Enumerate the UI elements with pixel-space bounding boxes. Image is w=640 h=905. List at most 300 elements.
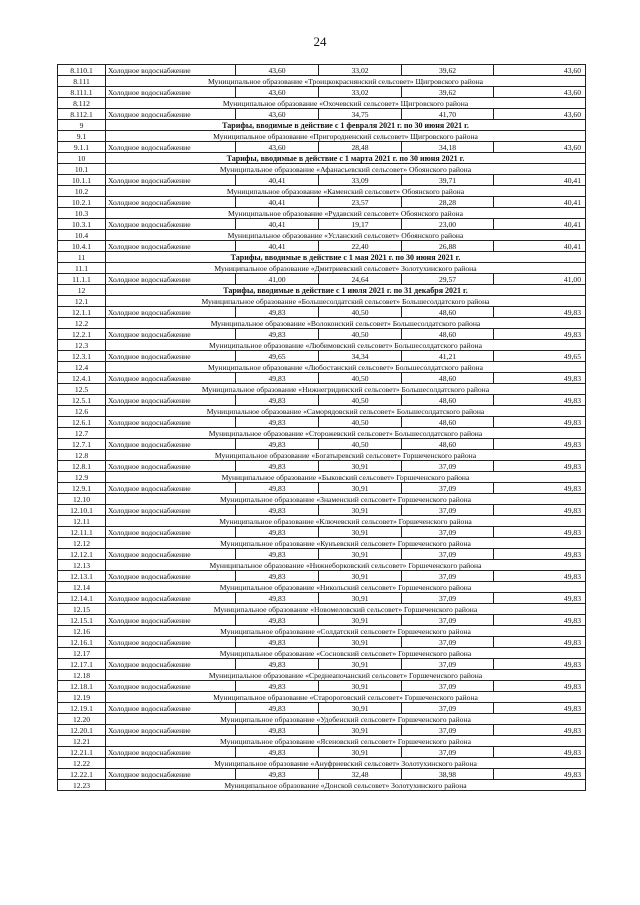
municipality-name: Муниципальное образование «Троицкокраснянский сельсовет» Щигровского района xyxy=(106,76,586,87)
tariff-value-3: 37,09 xyxy=(402,659,494,670)
municipality-row xyxy=(58,670,586,681)
tariff-value-1: 43,60 xyxy=(236,87,319,98)
row-number: 12.3.1 xyxy=(58,351,106,362)
row-number: 12.21 xyxy=(58,736,106,747)
tariff-value-2: 24,64 xyxy=(319,274,402,285)
tariff-value-4: 49,83 xyxy=(494,439,586,450)
row-number: 12.16 xyxy=(58,626,106,637)
tariff-value-3: 39,62 xyxy=(402,65,494,76)
row-number: 12.5 xyxy=(58,384,106,395)
row-number: 12.14.1 xyxy=(58,593,106,604)
municipality-row xyxy=(58,692,586,703)
row-number: 12.5.1 xyxy=(58,395,106,406)
tariff-value-1: 49,83 xyxy=(236,505,319,516)
tariff-value-3: 37,09 xyxy=(402,593,494,604)
municipality-name: Муниципальное образование «Саморядовский сельсовет» Большесолдатского района xyxy=(106,406,586,417)
row-number: 10.3 xyxy=(58,208,106,219)
tariff-value-3: 37,09 xyxy=(402,461,494,472)
tariff-value-4: 49,83 xyxy=(494,747,586,758)
municipality-name: Муниципальное образование «Старороговский сельсовет» Горшеченского района xyxy=(106,692,586,703)
row-number: 12.11.1 xyxy=(58,527,106,538)
tariff-row xyxy=(58,142,586,153)
row-number: 12.7.1 xyxy=(58,439,106,450)
row-number: 12.21.1 xyxy=(58,747,106,758)
row-number: 12.6.1 xyxy=(58,417,106,428)
row-number: 10.1.1 xyxy=(58,175,106,186)
row-number: 12.22.1 xyxy=(58,769,106,780)
tariff-value-4: 43,60 xyxy=(494,65,586,76)
tariff-value-1: 49,83 xyxy=(236,373,319,384)
tariff-value-3: 37,09 xyxy=(402,637,494,648)
tariff-value-4: 49,83 xyxy=(494,307,586,318)
municipality-row xyxy=(58,384,586,395)
row-number: 12.18 xyxy=(58,670,106,681)
tariff-row xyxy=(58,175,586,186)
row-number: 10.4.1 xyxy=(58,241,106,252)
tariff-row xyxy=(58,439,586,450)
row-number: 12.4.1 xyxy=(58,373,106,384)
tariff-value-1: 49,83 xyxy=(236,769,319,780)
tariff-value-4: 49,83 xyxy=(494,659,586,670)
tariff-value-3: 48,60 xyxy=(402,307,494,318)
service-name: Холодное водоснабжение xyxy=(106,505,236,516)
row-number: 12.12.1 xyxy=(58,549,106,560)
tariff-value-1: 49,83 xyxy=(236,615,319,626)
row-number: 8.111 xyxy=(58,76,106,87)
row-number: 12.14 xyxy=(58,582,106,593)
tariff-value-4: 49,83 xyxy=(494,395,586,406)
municipality-name: Муниципальное образование «Ясеновский сельсовет» Горшеченского района xyxy=(106,736,586,747)
period-header-row xyxy=(58,252,586,263)
tariff-value-3: 39,62 xyxy=(402,87,494,98)
tariff-value-4: 49,83 xyxy=(494,549,586,560)
tariff-value-2: 33,09 xyxy=(319,175,402,186)
municipality-row xyxy=(58,230,586,241)
tariff-row xyxy=(58,505,586,516)
tariff-value-3: 39,71 xyxy=(402,175,494,186)
tariff-value-4: 40,41 xyxy=(494,241,586,252)
tariff-row xyxy=(58,659,586,670)
tariff-value-3: 37,09 xyxy=(402,571,494,582)
tariff-value-4: 49,83 xyxy=(494,505,586,516)
row-number: 9 xyxy=(58,120,106,131)
tariff-row xyxy=(58,703,586,714)
row-number: 12.15 xyxy=(58,604,106,615)
tariff-value-4: 49,83 xyxy=(494,725,586,736)
tariff-value-3: 37,09 xyxy=(402,615,494,626)
row-number: 12.13 xyxy=(58,560,106,571)
tariff-value-2: 30,91 xyxy=(319,505,402,516)
row-number: 12.1.1 xyxy=(58,307,106,318)
tariff-value-2: 32,48 xyxy=(319,769,402,780)
row-number: 12 xyxy=(58,285,106,296)
tariff-value-2: 30,91 xyxy=(319,681,402,692)
tariff-row xyxy=(58,615,586,626)
tariff-value-4: 40,41 xyxy=(494,197,586,208)
municipality-row xyxy=(58,538,586,549)
tariff-value-2: 30,91 xyxy=(319,461,402,472)
municipality-row xyxy=(58,208,586,219)
tariff-value-1: 49,83 xyxy=(236,747,319,758)
tariff-value-1: 40,41 xyxy=(236,241,319,252)
service-name: Холодное водоснабжение xyxy=(106,307,236,318)
tariff-row xyxy=(58,571,586,582)
municipality-name: Муниципальное образование «Быковский сельсовет» Горшеченского района xyxy=(106,472,586,483)
tariff-value-3: 37,09 xyxy=(402,549,494,560)
service-name: Холодное водоснабжение xyxy=(106,109,236,120)
tariff-row xyxy=(58,461,586,472)
municipality-name: Муниципальное образование «Среднеапочанский сельсовет» Горшеченского района xyxy=(106,670,586,681)
tariff-value-3: 37,09 xyxy=(402,483,494,494)
municipality-name: Муниципальное образование «Знаменский сельсовет» Горшеченского района xyxy=(106,494,586,505)
service-name: Холодное водоснабжение xyxy=(106,274,236,285)
tariff-value-1: 49,83 xyxy=(236,417,319,428)
municipality-row xyxy=(58,98,586,109)
period-header-row xyxy=(58,285,586,296)
period-header: Тарифы, вводимые в действие с 1 июля 2021 г. по 31 декабря 2021 г. xyxy=(106,285,586,296)
row-number: 12.15.1 xyxy=(58,615,106,626)
row-number: 12.3 xyxy=(58,340,106,351)
row-number: 10.2 xyxy=(58,186,106,197)
service-name: Холодное водоснабжение xyxy=(106,417,236,428)
tariff-row xyxy=(58,549,586,560)
service-name: Холодное водоснабжение xyxy=(106,483,236,494)
tariff-value-3: 37,09 xyxy=(402,681,494,692)
municipality-row xyxy=(58,780,586,791)
tariff-value-3: 37,09 xyxy=(402,505,494,516)
tariff-value-1: 49,83 xyxy=(236,725,319,736)
service-name: Холодное водоснабжение xyxy=(106,197,236,208)
tariff-value-1: 43,60 xyxy=(236,109,319,120)
tariff-value-4: 41,00 xyxy=(494,274,586,285)
municipality-name: Муниципальное образование «Любимовский сельсовет» Большесолдатского района xyxy=(106,340,586,351)
row-number: 12.6 xyxy=(58,406,106,417)
tariff-value-4: 49,83 xyxy=(494,637,586,648)
row-number: 12.20.1 xyxy=(58,725,106,736)
tariff-value-3: 37,09 xyxy=(402,747,494,758)
tariff-row xyxy=(58,483,586,494)
tariff-value-2: 40,50 xyxy=(319,329,402,340)
municipality-name: Муниципальное образование «Нижнеборковский сельсовет» Горшеченского района xyxy=(106,560,586,571)
tariff-value-2: 30,91 xyxy=(319,703,402,714)
tariff-value-4: 49,83 xyxy=(494,483,586,494)
tariff-value-4: 49,83 xyxy=(494,461,586,472)
municipality-name: Муниципальное образование «Пригородненский сельсовет» Щигровского района xyxy=(106,131,586,142)
service-name: Холодное водоснабжение xyxy=(106,615,236,626)
row-number: 9.1.1 xyxy=(58,142,106,153)
service-name: Холодное водоснабжение xyxy=(106,725,236,736)
municipality-name: Муниципальное образование «Усланский сельсовет» Обоянского района xyxy=(106,230,586,241)
row-number: 9.1 xyxy=(58,131,106,142)
municipality-row xyxy=(58,560,586,571)
tariff-value-3: 37,09 xyxy=(402,725,494,736)
municipality-row xyxy=(58,428,586,439)
tariff-row xyxy=(58,747,586,758)
municipality-row xyxy=(58,186,586,197)
page-number: 24 xyxy=(313,34,327,49)
tariff-value-4: 49,83 xyxy=(494,373,586,384)
municipality-row xyxy=(58,450,586,461)
row-number: 12.19 xyxy=(58,692,106,703)
tariff-value-4: 43,60 xyxy=(494,142,586,153)
row-number: 11 xyxy=(58,252,106,263)
tariff-value-2: 40,50 xyxy=(319,373,402,384)
tariff-value-3: 41,70 xyxy=(402,109,494,120)
municipality-name: Муниципальное образование «Рудавский сельсовет» Обоянского района xyxy=(106,208,586,219)
row-number: 12.12 xyxy=(58,538,106,549)
tariff-value-2: 30,91 xyxy=(319,747,402,758)
tariff-value-1: 49,83 xyxy=(236,681,319,692)
tariff-value-3: 23,00 xyxy=(402,219,494,230)
row-number: 12.9.1 xyxy=(58,483,106,494)
tariff-value-1: 49,83 xyxy=(236,461,319,472)
tariff-value-1: 40,41 xyxy=(236,197,319,208)
tariff-row xyxy=(58,109,586,120)
row-number: 8.112.1 xyxy=(58,109,106,120)
service-name: Холодное водоснабжение xyxy=(106,241,236,252)
period-header: Тарифы, вводимые в действие с 1 марта 2021 г. по 30 июня 2021 г. xyxy=(106,153,586,164)
tariff-value-4: 49,83 xyxy=(494,417,586,428)
municipality-row xyxy=(58,736,586,747)
tariff-row xyxy=(58,307,586,318)
tariff-row xyxy=(58,65,586,76)
row-number: 8.111.1 xyxy=(58,87,106,98)
tariff-value-1: 49,83 xyxy=(236,439,319,450)
row-number: 12.8.1 xyxy=(58,461,106,472)
service-name: Холодное водоснабжение xyxy=(106,769,236,780)
municipality-name: Муниципальное образование «Охочевский сельсовет» Щигровского района xyxy=(106,98,586,109)
tariff-value-4: 49,83 xyxy=(494,571,586,582)
tariff-value-3: 48,60 xyxy=(402,329,494,340)
tariff-value-4: 49,83 xyxy=(494,703,586,714)
tariff-value-2: 40,50 xyxy=(319,417,402,428)
tariff-value-1: 49,83 xyxy=(236,307,319,318)
tariff-value-2: 30,91 xyxy=(319,593,402,604)
row-number: 10.4 xyxy=(58,230,106,241)
tariff-value-2: 34,34 xyxy=(319,351,402,362)
tariff-value-3: 38,98 xyxy=(402,769,494,780)
tariff-value-1: 49,83 xyxy=(236,395,319,406)
tariff-row xyxy=(58,769,586,780)
service-name: Холодное водоснабжение xyxy=(106,527,236,538)
tariff-value-3: 41,21 xyxy=(402,351,494,362)
row-number: 12.2 xyxy=(58,318,106,329)
service-name: Холодное водоснабжение xyxy=(106,373,236,384)
row-number: 10.1 xyxy=(58,164,106,175)
tariff-value-4: 49,83 xyxy=(494,615,586,626)
tariff-value-3: 26,88 xyxy=(402,241,494,252)
municipality-row xyxy=(58,340,586,351)
municipality-row xyxy=(58,362,586,373)
tariff-value-1: 49,83 xyxy=(236,703,319,714)
tariff-value-1: 49,83 xyxy=(236,571,319,582)
municipality-row xyxy=(58,714,586,725)
municipality-row xyxy=(58,582,586,593)
tariff-value-2: 30,91 xyxy=(319,549,402,560)
row-number: 12.20 xyxy=(58,714,106,725)
tariff-value-2: 40,50 xyxy=(319,395,402,406)
row-number: 10.3.1 xyxy=(58,219,106,230)
row-number: 12.22 xyxy=(58,758,106,769)
row-number: 12.17.1 xyxy=(58,659,106,670)
service-name: Холодное водоснабжение xyxy=(106,747,236,758)
tariff-value-3: 48,60 xyxy=(402,373,494,384)
municipality-name: Муниципальное образование «Ануфриевский сельсовет» Золотухинского района xyxy=(106,758,586,769)
tariff-value-4: 49,83 xyxy=(494,329,586,340)
tariff-row xyxy=(58,373,586,384)
row-number: 10 xyxy=(58,153,106,164)
tariff-row xyxy=(58,219,586,230)
tariff-row xyxy=(58,637,586,648)
municipality-row xyxy=(58,516,586,527)
row-number: 12.18.1 xyxy=(58,681,106,692)
service-name: Холодное водоснабжение xyxy=(106,659,236,670)
tariff-value-4: 49,83 xyxy=(494,593,586,604)
tariff-value-2: 40,50 xyxy=(319,439,402,450)
tariff-row xyxy=(58,351,586,362)
municipality-name: Муниципальное образование «Каменский сельсовет» Обоянского района xyxy=(106,186,586,197)
tariff-value-1: 43,60 xyxy=(236,65,319,76)
row-number: 12.4 xyxy=(58,362,106,373)
row-number: 12.10 xyxy=(58,494,106,505)
municipality-row xyxy=(58,318,586,329)
row-number: 11.1.1 xyxy=(58,274,106,285)
row-number: 12.17 xyxy=(58,648,106,659)
tariff-value-1: 49,83 xyxy=(236,549,319,560)
tariff-value-4: 49,83 xyxy=(494,681,586,692)
row-number: 12.7 xyxy=(58,428,106,439)
tariff-value-2: 30,91 xyxy=(319,637,402,648)
tariff-value-2: 33,02 xyxy=(319,65,402,76)
tariff-value-2: 30,91 xyxy=(319,527,402,538)
tariff-value-2: 40,50 xyxy=(319,307,402,318)
row-number: 12.23 xyxy=(58,780,106,791)
municipality-row xyxy=(58,131,586,142)
period-header-row xyxy=(58,120,586,131)
municipality-name: Муниципальное образование «Большесолдатский сельсовет» Большесолдатского района xyxy=(106,296,586,307)
service-name: Холодное водоснабжение xyxy=(106,65,236,76)
tariff-row xyxy=(58,329,586,340)
municipality-row xyxy=(58,604,586,615)
tariff-value-2: 34,75 xyxy=(319,109,402,120)
tariff-row xyxy=(58,593,586,604)
service-name: Холодное водоснабжение xyxy=(106,395,236,406)
tariff-value-2: 30,91 xyxy=(319,483,402,494)
municipality-name: Муниципальное образование «Богатыревский сельсовет» Горшеченского района xyxy=(106,450,586,461)
service-name: Холодное водоснабжение xyxy=(106,681,236,692)
tariff-value-4: 40,41 xyxy=(494,219,586,230)
tariff-row xyxy=(58,725,586,736)
row-number: 12.16.1 xyxy=(58,637,106,648)
tariff-value-3: 48,60 xyxy=(402,417,494,428)
period-header-row xyxy=(58,153,586,164)
tariff-value-1: 40,41 xyxy=(236,175,319,186)
tariff-value-2: 28,48 xyxy=(319,142,402,153)
tariff-value-3: 28,28 xyxy=(402,197,494,208)
tariff-value-1: 49,83 xyxy=(236,659,319,670)
row-number: 12.10.1 xyxy=(58,505,106,516)
tariff-row xyxy=(58,527,586,538)
tariff-value-3: 37,09 xyxy=(402,703,494,714)
tariff-row xyxy=(58,241,586,252)
municipality-row xyxy=(58,494,586,505)
row-number: 8.110.1 xyxy=(58,65,106,76)
service-name: Холодное водоснабжение xyxy=(106,703,236,714)
municipality-row xyxy=(58,472,586,483)
municipality-name: Муниципальное образование «Волоконский сельсовет» Большесолдатского района xyxy=(106,318,586,329)
tariff-value-1: 49,83 xyxy=(236,637,319,648)
municipality-name: Муниципальное образование «Дмитриевский сельсовет» Золотухинского района xyxy=(106,263,586,274)
tariff-value-1: 49,83 xyxy=(236,593,319,604)
municipality-name: Муниципальное образование «Донской сельсовет» Золотухинского района xyxy=(106,780,586,791)
tariff-table-body xyxy=(58,65,586,791)
tariff-value-1: 49,65 xyxy=(236,351,319,362)
municipality-row xyxy=(58,296,586,307)
tariff-value-3: 37,09 xyxy=(402,527,494,538)
municipality-name: Муниципальное образование «Сторожевский сельсовет» Большесолдатского района xyxy=(106,428,586,439)
tariff-value-2: 30,91 xyxy=(319,725,402,736)
tariff-value-3: 29,57 xyxy=(402,274,494,285)
tariff-value-2: 23,57 xyxy=(319,197,402,208)
tariff-value-1: 49,83 xyxy=(236,483,319,494)
row-number: 10.2.1 xyxy=(58,197,106,208)
service-name: Холодное водоснабжение xyxy=(106,593,236,604)
row-number: 12.1 xyxy=(58,296,106,307)
municipality-row xyxy=(58,626,586,637)
municipality-row xyxy=(58,406,586,417)
municipality-name: Муниципальное образование «Любостанский сельсовет» Большесолдатского района xyxy=(106,362,586,373)
tariff-value-4: 43,60 xyxy=(494,109,586,120)
service-name: Холодное водоснабжение xyxy=(106,549,236,560)
row-number: 12.8 xyxy=(58,450,106,461)
tariff-value-1: 49,83 xyxy=(236,527,319,538)
municipality-row xyxy=(58,648,586,659)
service-name: Холодное водоснабжение xyxy=(106,87,236,98)
municipality-name: Муниципальное образование «Кунъевский сельсовет» Горшеченского района xyxy=(106,538,586,549)
row-number: 8.112 xyxy=(58,98,106,109)
service-name: Холодное водоснабжение xyxy=(106,439,236,450)
tariff-row xyxy=(58,197,586,208)
row-number: 12.11 xyxy=(58,516,106,527)
municipality-name: Муниципальное образование «Никольский сельсовет» Горшеченского района xyxy=(106,582,586,593)
tariff-value-2: 30,91 xyxy=(319,615,402,626)
municipality-name: Муниципальное образование «Удобенский сельсовет» Горшеченского района xyxy=(106,714,586,725)
tariff-value-1: 41,00 xyxy=(236,274,319,285)
tariff-value-2: 30,91 xyxy=(319,659,402,670)
tariff-row xyxy=(58,274,586,285)
service-name: Холодное водоснабжение xyxy=(106,175,236,186)
tariff-value-2: 33,02 xyxy=(319,87,402,98)
tariff-value-1: 40,41 xyxy=(236,219,319,230)
municipality-name: Муниципальное образование «Сосновский сельсовет» Горшеченского района xyxy=(106,648,586,659)
row-number: 12.13.1 xyxy=(58,571,106,582)
service-name: Холодное водоснабжение xyxy=(106,637,236,648)
row-number: 12.19.1 xyxy=(58,703,106,714)
row-number: 12.9 xyxy=(58,472,106,483)
municipality-row xyxy=(58,263,586,274)
municipality-name: Муниципальное образование «Нижнегридинский сельсовет» Большесолдатского района xyxy=(106,384,586,395)
row-number: 11.1 xyxy=(58,263,106,274)
tariff-row xyxy=(58,417,586,428)
municipality-name: Муниципальное образование «Афанасьевский сельсовет» Обоянского района xyxy=(106,164,586,175)
service-name: Холодное водоснабжение xyxy=(106,329,236,340)
tariff-value-3: 48,60 xyxy=(402,395,494,406)
tariff-value-2: 19,17 xyxy=(319,219,402,230)
tariff-value-1: 49,83 xyxy=(236,329,319,340)
tariff-row xyxy=(58,681,586,692)
municipality-row xyxy=(58,164,586,175)
tariff-value-4: 49,83 xyxy=(494,527,586,538)
